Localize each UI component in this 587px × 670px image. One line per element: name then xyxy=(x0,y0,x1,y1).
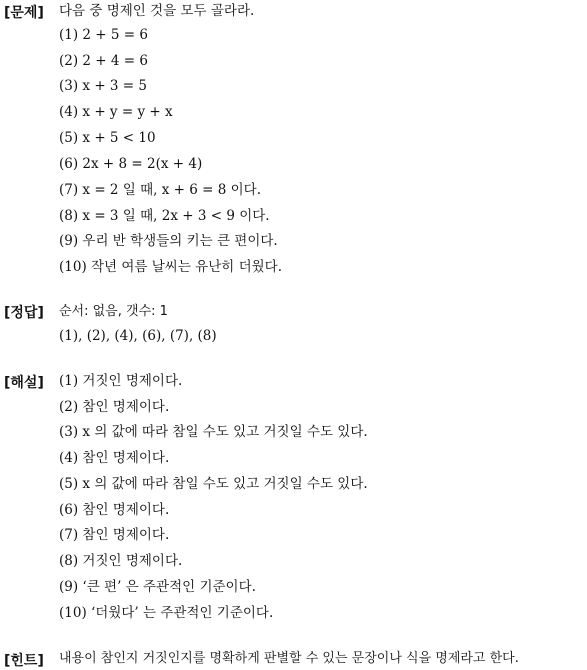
explanation-item: (2) 참인 명제이다. xyxy=(59,399,170,415)
explanation-tag: [해설] xyxy=(4,375,44,391)
explanation-item: (8) 거짓인 명제이다. xyxy=(59,553,183,569)
explanation-item: (4) 참인 명제이다. xyxy=(59,450,170,466)
explanation-item: (7) 참인 명제이다. xyxy=(59,527,170,543)
problem-prompt: 다음 중 명제인 것을 모두 골라라. xyxy=(59,3,255,19)
problem-item: (7) x = 2 일 때, x + 6 = 8 이다. xyxy=(59,182,262,198)
explanation-item: (3) x 의 값에 따라 참일 수도 있고 거짓일 수도 있다. xyxy=(59,424,368,440)
explanation-item: (9) ‘큰 편’ 은 주관적인 기준이다. xyxy=(59,579,256,595)
problem-item: (2) 2 + 4 = 6 xyxy=(59,53,148,69)
problem-item: (1) 2 + 5 = 6 xyxy=(59,27,148,43)
explanation-item: (10) ‘더웠다’ 는 주관적인 기준이다. xyxy=(59,605,274,621)
problem-tag: [문제] xyxy=(4,5,44,21)
problem-item: (4) x + y = y + x xyxy=(59,104,173,120)
answer-summary: 순서: 없음, 갯수: 1 xyxy=(59,304,168,319)
explanation-item: (5) x 의 값에 따라 참일 수도 있고 거짓일 수도 있다. xyxy=(59,476,368,492)
problem-item: (6) 2x + 8 = 2(x + 4) xyxy=(59,156,203,172)
problem-item: (8) x = 3 일 때, 2x + 3 < 9 이다. xyxy=(59,208,270,224)
problem-item: (9) 우리 반 학생들의 키는 큰 편이다. xyxy=(59,233,278,249)
answer-tag: [정답] xyxy=(4,305,44,321)
problem-item: (5) x + 5 < 10 xyxy=(59,130,156,146)
hint-text: 내용이 참인지 거짓인지를 명확하게 판별할 수 있는 문장이나 식을 명제라고 한다. xyxy=(59,651,519,666)
explanation-item: (6) 참인 명제이다. xyxy=(59,502,170,518)
hint-tag: [힌트] xyxy=(4,653,44,669)
answer-list: (1), (2), (4), (6), (7), (8) xyxy=(59,328,217,344)
problem-item: (10) 작년 여름 날씨는 유난히 더웠다. xyxy=(59,259,282,275)
explanation-item: (1) 거짓인 명제이다. xyxy=(59,373,183,389)
problem-item: (3) x + 3 = 5 xyxy=(59,78,147,94)
